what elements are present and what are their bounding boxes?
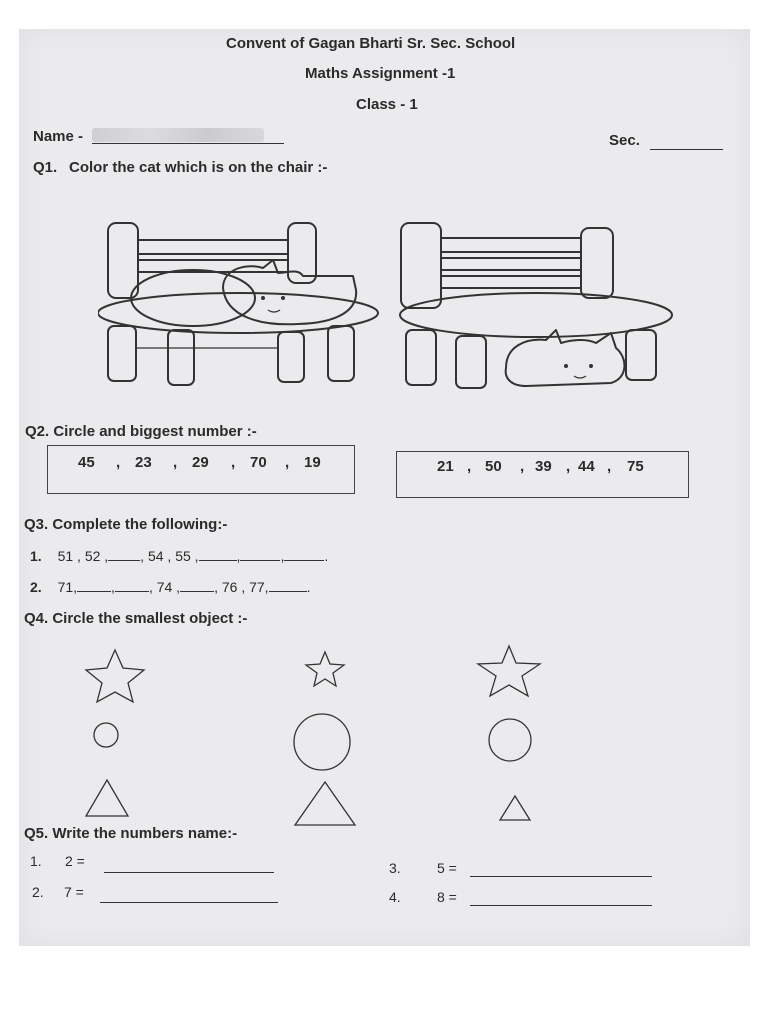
comma: , xyxy=(520,458,525,475)
q3-line1-seg: , xyxy=(280,548,285,564)
star-large-icon[interactable] xyxy=(86,650,144,702)
q3-line2-seg: , 74 , xyxy=(148,579,181,595)
q3-line1-number: 1. xyxy=(30,548,42,564)
q5-item-2-number: 2. xyxy=(32,884,44,900)
name-line[interactable] xyxy=(92,143,284,144)
q3-line-2 xyxy=(30,579,310,595)
q3-line1-seg: 51 , 52 , xyxy=(57,548,109,564)
comma: , xyxy=(285,454,290,471)
fill-blank[interactable] xyxy=(115,579,149,592)
box1-number-19[interactable]: 19 xyxy=(304,454,321,471)
q2-text: Q2. Circle and biggest number :- xyxy=(25,423,257,440)
box2-number-44[interactable]: 44 xyxy=(578,458,595,475)
box2-number-75[interactable]: 75 xyxy=(627,458,644,475)
q3-line2-number: 2. xyxy=(30,579,42,595)
shapes-grid xyxy=(0,630,768,840)
triangle-large-icon[interactable] xyxy=(295,782,355,825)
assignment-title: Maths Assignment -1 xyxy=(305,65,456,82)
box1-number-70[interactable]: 70 xyxy=(250,454,267,471)
section-label: Sec. xyxy=(609,132,640,149)
fill-blank[interactable] xyxy=(199,548,237,561)
q1-text: Color the cat which is on the chair :- xyxy=(69,159,328,176)
circle-small-icon[interactable] xyxy=(94,723,118,747)
q5-item-2-expr: 7 = xyxy=(64,884,84,900)
comma: , xyxy=(566,458,571,475)
name-redacted-scribble xyxy=(92,128,264,142)
q5-item-3-number: 3. xyxy=(389,860,401,876)
answer-line[interactable] xyxy=(104,872,274,873)
triangle-medium-icon[interactable] xyxy=(86,780,128,816)
star-medium-icon[interactable] xyxy=(478,646,540,696)
box2-number-50[interactable]: 50 xyxy=(485,458,502,475)
fill-blank[interactable] xyxy=(108,548,140,561)
q5-item-4-expr: 8 = xyxy=(437,889,457,905)
q5-item-4-number: 4. xyxy=(389,889,401,905)
name-label: Name - xyxy=(33,128,84,145)
q3-line-1 xyxy=(30,548,328,564)
comma: , xyxy=(116,454,121,471)
comma: , xyxy=(231,454,236,471)
fill-blank[interactable] xyxy=(269,579,307,592)
q3-line2-seg: , 76 , 77, xyxy=(214,579,269,595)
fill-blank[interactable] xyxy=(284,548,324,561)
q1-label: Q1. xyxy=(33,159,58,176)
box1-number-45[interactable]: 45 xyxy=(78,454,95,471)
q5-item-1-expr: 2 = xyxy=(65,853,85,869)
box1-number-23[interactable]: 23 xyxy=(135,454,152,471)
q3-line2-seg: 71, xyxy=(57,579,78,595)
q3-text: Q3. Complete the following:- xyxy=(24,516,228,533)
comma: , xyxy=(173,454,178,471)
fill-blank[interactable] xyxy=(180,579,214,592)
answer-line[interactable] xyxy=(470,876,652,877)
triangle-small-icon[interactable] xyxy=(500,796,530,820)
comma: , xyxy=(467,458,472,475)
q3-line1-seg: , 54 , 55 , xyxy=(140,548,199,564)
q3-line1-seg: , xyxy=(236,548,241,564)
q5-item-1-number: 1. xyxy=(30,853,42,869)
box2-number-21[interactable]: 21 xyxy=(437,458,454,475)
q4-text: Q4. Circle the smallest object :- xyxy=(24,610,248,627)
answer-line[interactable] xyxy=(470,905,652,906)
q5-text: Q5. Write the numbers name:- xyxy=(24,825,238,842)
box2-number-39[interactable]: 39 xyxy=(535,458,552,475)
circle-large-icon[interactable] xyxy=(294,714,350,770)
circle-medium-icon[interactable] xyxy=(489,719,531,761)
fill-blank[interactable] xyxy=(240,548,280,561)
q3-line2-seg: . xyxy=(306,579,311,595)
cat-under-chair-illustration[interactable] xyxy=(396,218,676,393)
school-title: Convent of Gagan Bharti Sr. Sec. School xyxy=(226,35,516,52)
class-label: Class - 1 xyxy=(356,96,418,113)
comma: , xyxy=(607,458,612,475)
star-small-icon[interactable] xyxy=(306,652,344,686)
section-line[interactable] xyxy=(650,149,723,150)
answer-line[interactable] xyxy=(100,902,278,903)
q3-line2-seg: , xyxy=(111,579,115,595)
fill-blank[interactable] xyxy=(77,579,111,592)
box1-number-29[interactable]: 29 xyxy=(192,454,209,471)
cat-on-chair-illustration[interactable] xyxy=(98,218,388,388)
q5-item-3-expr: 5 = xyxy=(437,860,457,876)
q3-line1-seg: . xyxy=(324,548,329,564)
